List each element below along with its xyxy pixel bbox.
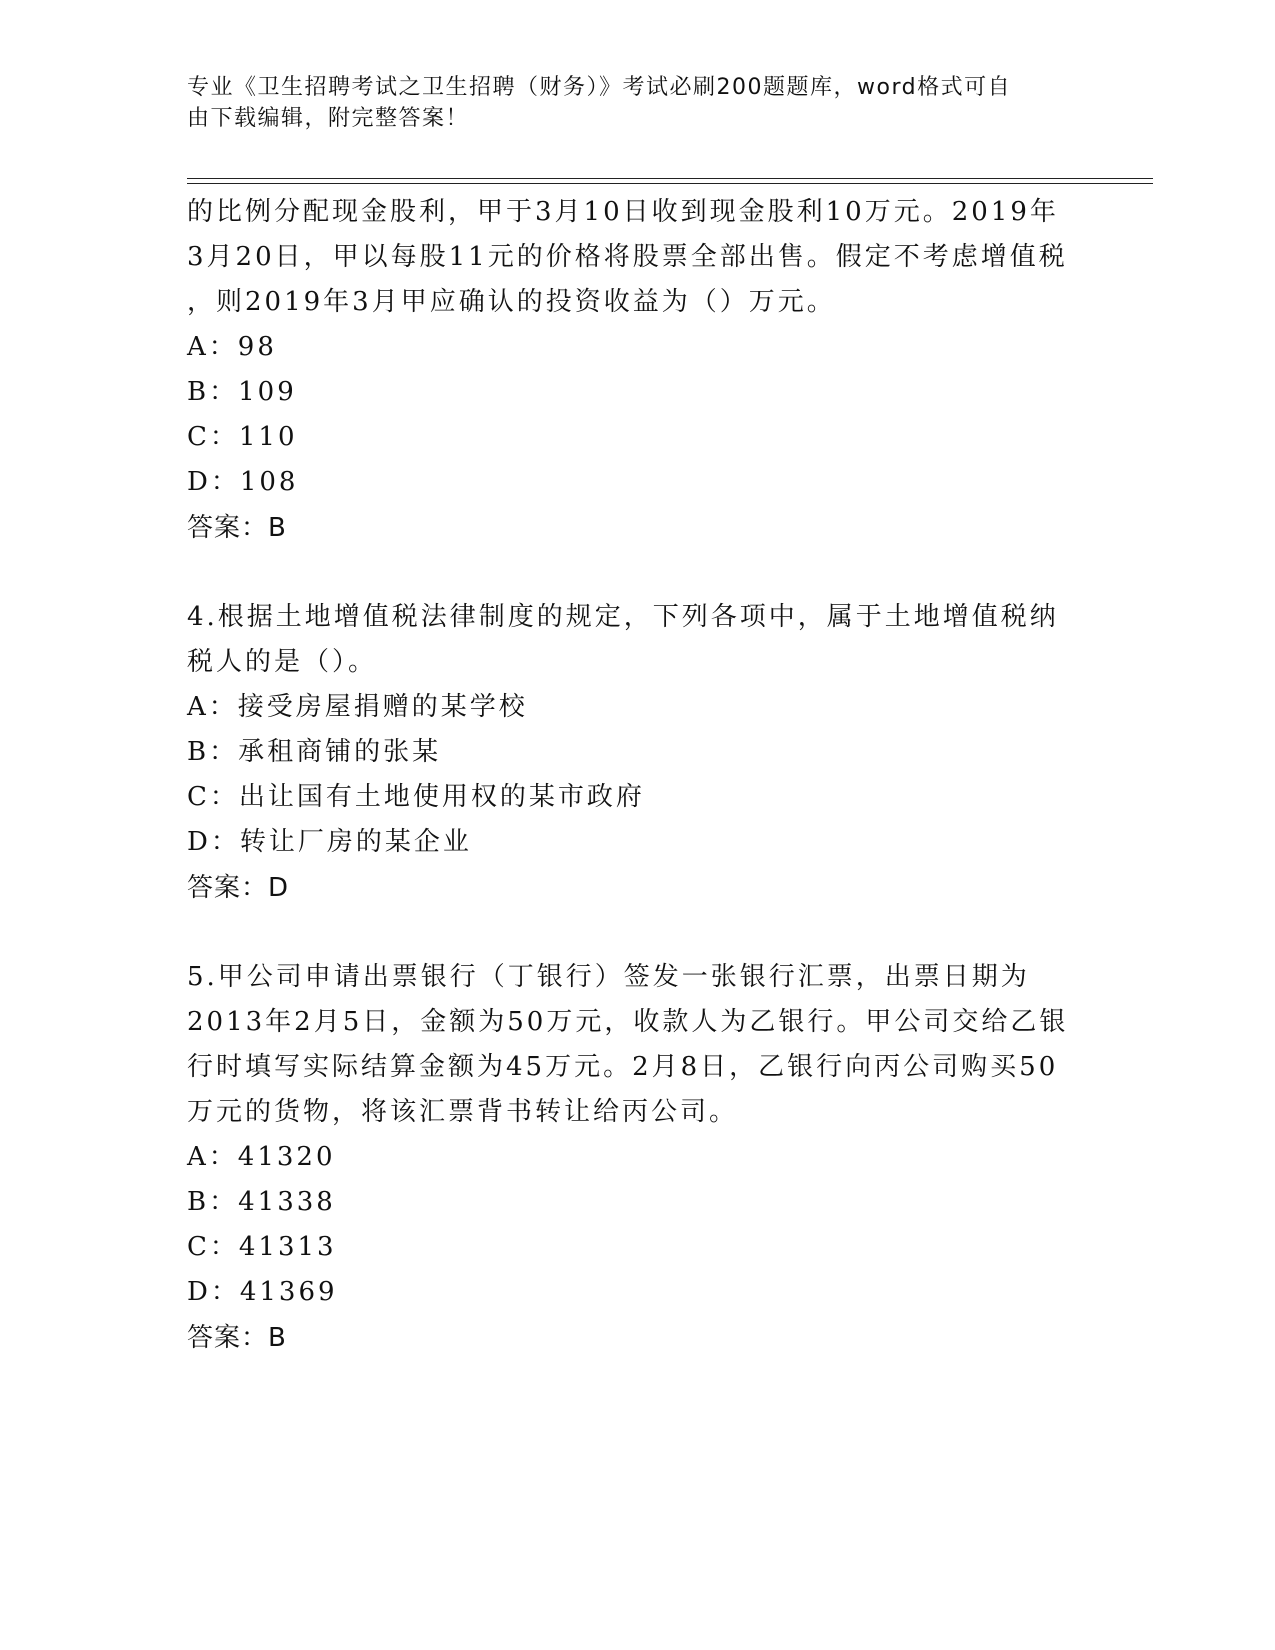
question-4-option-d: D：转让厂房的某企业 xyxy=(187,827,472,857)
spacer xyxy=(187,551,1087,595)
header-line-1: 专业《卫生招聘考试之卫生招聘（财务）》考试必刷200题题库，word格式可自 xyxy=(187,75,1012,100)
question-5-stem-line: 行时填写实际结算金额为45万元。2月8日，乙银行向丙公司购买50 xyxy=(187,1052,1059,1082)
question-4-option-b: B：承租商铺的张某 xyxy=(187,737,442,767)
question-4-option-a: A：接受房屋捐赠的某学校 xyxy=(187,692,528,722)
header-rule-top xyxy=(187,178,1153,179)
header-line-2: 由下载编辑，附完整答案！ xyxy=(187,106,470,131)
document-header xyxy=(187,72,1087,134)
question-4 xyxy=(187,595,1087,911)
question-3-stem-line: 的比例分配现金股利，甲于3月10日收到现金股利10万元。2019年 xyxy=(187,197,1059,227)
question-5-option-d: D：41369 xyxy=(187,1277,338,1307)
question-3-stem-line: 3月20日，甲以每股11元的价格将股票全部出售。假定不考虑增值税 xyxy=(187,242,1068,272)
question-list xyxy=(187,190,1087,1361)
question-5-option-b: B：41338 xyxy=(187,1187,336,1217)
question-3-option-b: B：109 xyxy=(187,377,297,407)
header-rule-bottom xyxy=(187,183,1153,184)
question-5-option-c: C：41313 xyxy=(187,1232,337,1262)
question-5-stem-line: 2013年2月5日，金额为50万元，收款人为乙银行。甲公司交给乙银 xyxy=(187,1007,1069,1037)
question-4-stem-line: 4.根据土地增值税法律制度的规定，下列各项中，属于土地增值税纳 xyxy=(187,602,1059,632)
question-3-stem-line: ，则2019年3月甲应确认的投资收益为（）万元。 xyxy=(187,287,836,317)
question-4-option-c: C：出让国有土地使用权的某市政府 xyxy=(187,782,645,812)
question-3-option-a: A：98 xyxy=(187,332,277,362)
question-5-answer: 答案：B xyxy=(187,1323,287,1353)
question-5 xyxy=(187,955,1087,1361)
question-3-option-c: C：110 xyxy=(187,422,298,452)
question-3-answer: 答案：B xyxy=(187,513,287,543)
question-3 xyxy=(187,190,1087,551)
spacer xyxy=(187,911,1087,955)
question-3-option-d: D：108 xyxy=(187,467,299,497)
question-4-stem-line: 税人的是（）。 xyxy=(187,647,378,677)
question-5-stem-line: 5.甲公司申请出票银行（丁银行）签发一张银行汇票，出票日期为 xyxy=(187,962,1030,992)
question-5-stem-line: 万元的货物，将该汇票背书转让给丙公司。 xyxy=(187,1097,739,1127)
question-5-option-a: A：41320 xyxy=(187,1142,336,1172)
question-4-answer: 答案：D xyxy=(187,873,290,903)
